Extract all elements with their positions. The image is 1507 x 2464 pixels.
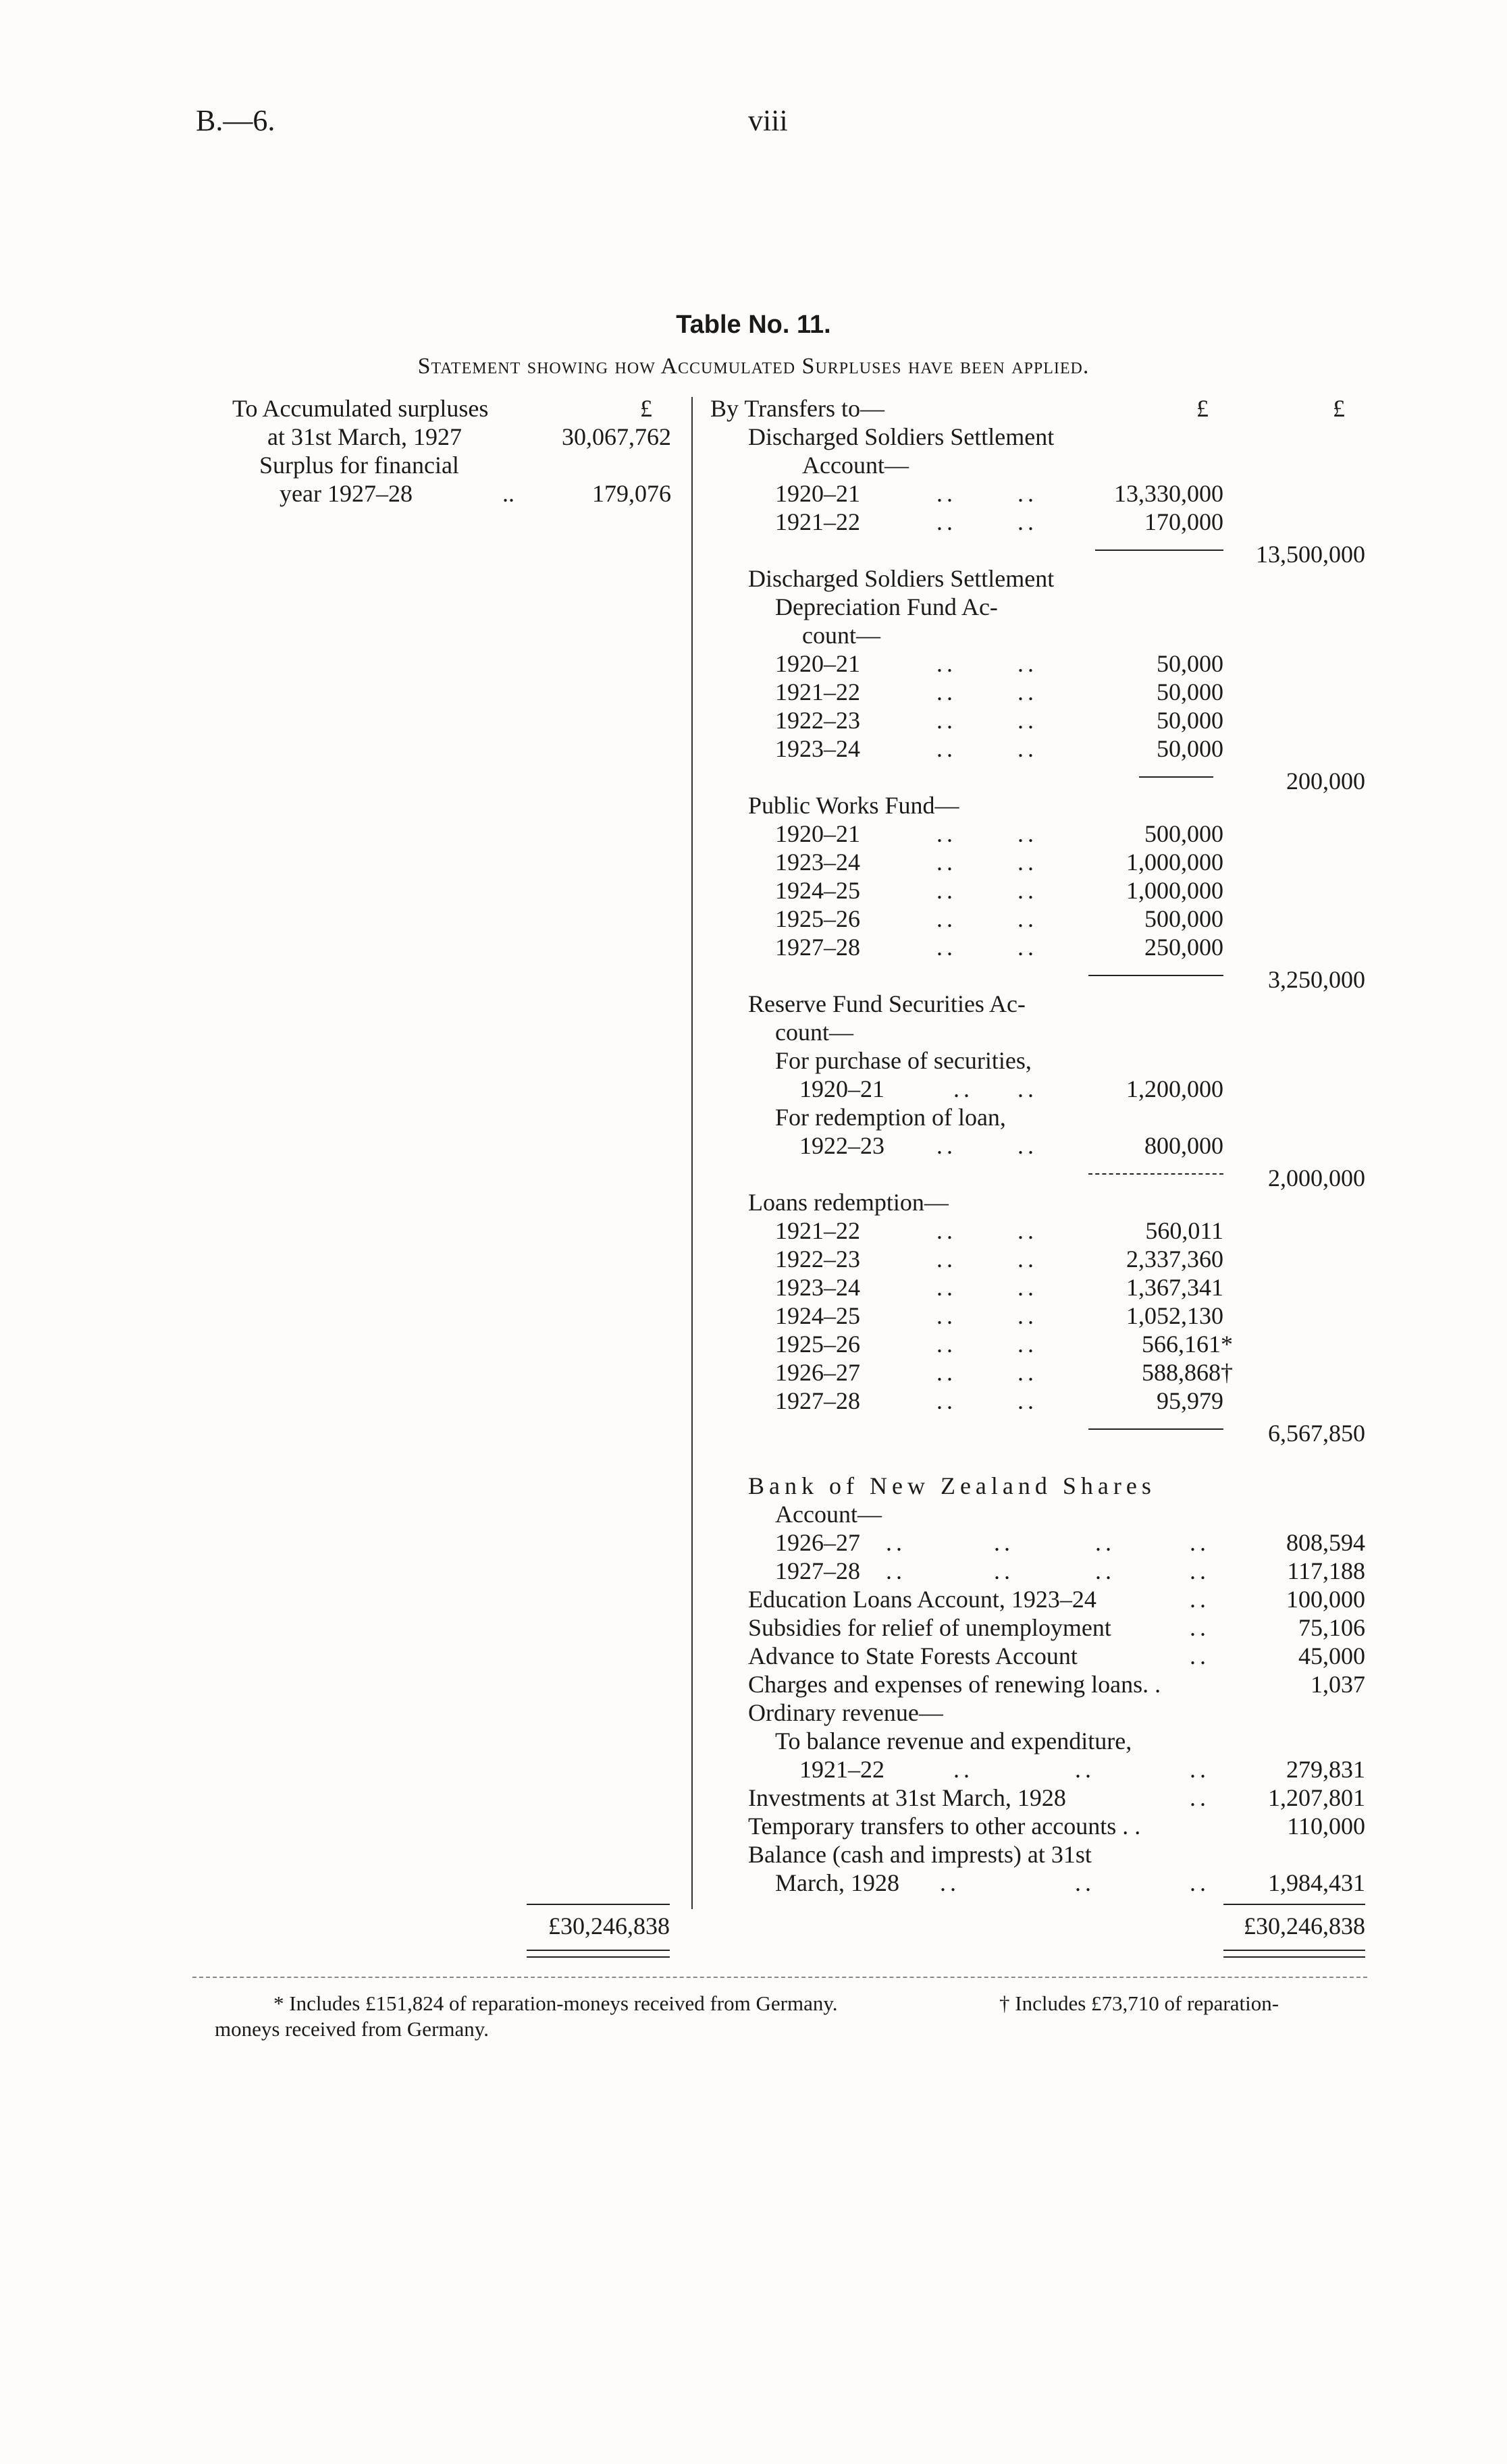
r-pwf-total (710, 961, 1365, 993)
r-lr-4: 1925–26 .. .. 566,161* (775, 1331, 1233, 1358)
r-pwf-4: 1927–28 .. .. 250,000 (775, 934, 1223, 961)
edu-label: Education Loans Account, 1923–24 (748, 1586, 1096, 1613)
dss-total: 13,500,000 (1256, 541, 1365, 568)
subsidies-label: Subsidies for relief of unemployment (748, 1614, 1111, 1641)
r-sub: Subsidies for relief of unemployment .. 75,106 (748, 1614, 1365, 1641)
r-dss-total (710, 536, 1365, 568)
r-rfs-redemption2: 1922–23 .. .. 800,000 (799, 1132, 1223, 1159)
pwf-value: 1,000,000 (1126, 849, 1223, 876)
currency-col2: £ (1333, 395, 1345, 422)
right-total: £30,246,838 (1244, 1912, 1365, 1939)
lr-value: 588,868† (1142, 1359, 1233, 1386)
dss-value: 170,000 (1144, 508, 1223, 535)
r-rfs-redemption1 (710, 1103, 1365, 1131)
page-number: viii (748, 104, 788, 137)
r-bal1 (710, 1840, 1365, 1869)
footnote-dagger-cont: moneys received from Germany. (215, 2017, 489, 2041)
table-subtitle: Statement showing how Accumulated Surpluses have been applied. (417, 354, 1090, 379)
r-ord-title (710, 1698, 1365, 1727)
left-value2: 179,076 (592, 480, 671, 507)
r-dss-title2 (710, 451, 1365, 479)
dss-year: 1920–21 (775, 480, 860, 507)
r-lr-total (710, 1415, 1365, 1447)
rfs-title1: Reserve Fund Securities Ac- (748, 990, 1026, 1017)
lr-year: 1923–24 (775, 1274, 860, 1301)
rfs-purchase-value: 1,200,000 (1126, 1075, 1223, 1102)
footnote-star: * Includes £151,824 of reparation-moneys received from Germany. (273, 1991, 838, 2015)
left-row-1 (232, 394, 671, 423)
charges-value: 1,037 (1311, 1671, 1365, 1698)
r-pwf-3: 1925–26 .. .. 500,000 (775, 905, 1223, 932)
lr-value: 1,052,130 (1126, 1302, 1223, 1329)
ordinary-year: 1921–22 (799, 1756, 884, 1783)
r-dsd-0: 1920–21 .. .. 50,000 (775, 650, 1223, 677)
r-dsd-2: 1922–23 .. .. 50,000 (775, 707, 1223, 734)
r-inv: Investments at 31st March, 1928 .. 1,207,801 (748, 1784, 1365, 1811)
pwf-subtotal-rule (1088, 975, 1223, 976)
pwf-year: 1925–26 (775, 905, 860, 932)
r-lr-1: 1922–23 .. .. 2,337,360 (775, 1246, 1223, 1273)
pwf-value: 1,000,000 (1126, 877, 1223, 904)
r-dss-title1 (710, 423, 1365, 451)
dss-subtotal-rule (1095, 550, 1223, 551)
r-bnz-1: 1927–28 .. .. .. .. 117,188 (775, 1557, 1365, 1584)
r-lr-title (710, 1188, 1365, 1216)
lr-title: Loans redemption— (748, 1189, 949, 1216)
dsd-year: 1923–24 (775, 735, 860, 762)
r-ord-year: 1921–22 .. .. .. 279,831 (799, 1756, 1365, 1783)
footnote-separator (192, 1977, 1367, 1978)
pwf-year: 1920–21 (775, 820, 860, 847)
r-lr-3: 1924–25 .. .. 1,052,130 (775, 1302, 1223, 1329)
r-bnz-0: 1926–27 .. .. .. .. 808,594 (775, 1529, 1365, 1556)
footnote-dagger: † Includes £73,710 of reparation- (999, 1991, 1279, 2015)
dsd-value: 50,000 (1157, 735, 1223, 762)
pwf-total: 3,250,000 (1268, 966, 1365, 993)
pwf-value: 500,000 (1144, 820, 1223, 847)
left-line1: To Accumulated surpluses (232, 395, 489, 422)
dsd-subtotal-rule (1139, 776, 1213, 778)
r-rfs-title1 (710, 990, 1365, 1018)
r-lr-5: 1926–27 .. .. 588,868† (775, 1359, 1233, 1386)
pwf-year: 1924–25 (775, 877, 860, 904)
advance-label: Advance to State Forests Account (748, 1642, 1078, 1669)
r-chg (710, 1670, 1365, 1698)
dsd-total: 200,000 (1286, 768, 1365, 795)
pwf-value: 250,000 (1144, 934, 1223, 961)
dsd-year: 1922–23 (775, 707, 860, 734)
r-dsd-title3 (710, 621, 1365, 649)
by-transfers-label: By Transfers to— (710, 395, 885, 422)
r-rfs-purchase1 (710, 1046, 1365, 1075)
r-dsd-3: 1923–24 .. .. 50,000 (775, 735, 1223, 762)
dsd-value: 50,000 (1157, 678, 1223, 705)
r-pwf-0: 1920–21 .. .. 500,000 (775, 820, 1223, 847)
right-total-rule-1 (1223, 1950, 1365, 1951)
rfs-redemption-label: For redemption of loan, (775, 1104, 1006, 1131)
column-divider (691, 397, 693, 1909)
lr-value: 1,367,341 (1126, 1274, 1223, 1301)
r-dsd-title1 (710, 564, 1365, 593)
rfs-subtotal-rule (1088, 1173, 1223, 1175)
r-lr-0: 1921–22 .. .. 560,011 (775, 1217, 1223, 1244)
r-edu: Education Loans Account, 1923–24 .. 100,000 (748, 1586, 1365, 1613)
r-bal2: March, 1928 .. .. .. 1,984,431 (775, 1869, 1365, 1896)
lr-value: 560,011 (1145, 1217, 1223, 1244)
temporary-value: 110,000 (1287, 1813, 1365, 1840)
rfs-redemption-value: 800,000 (1144, 1132, 1223, 1159)
left-total-rule-2 (527, 1956, 670, 1958)
lr-year: 1926–27 (775, 1359, 860, 1386)
dss-value: 13,330,000 (1114, 480, 1223, 507)
dsd-year: 1920–21 (775, 650, 860, 677)
r-pwf-2: 1924–25 .. .. 1,000,000 (775, 877, 1223, 904)
spacer (710, 1443, 1365, 1472)
investments-value: 1,207,801 (1268, 1784, 1365, 1811)
left-line3: Surplus for financial (259, 452, 459, 479)
r-rfs-total (710, 1160, 1365, 1191)
r-adv: Advance to State Forests Account .. 45,000 (748, 1642, 1365, 1669)
lr-year: 1921–22 (775, 1217, 860, 1244)
r-by-transfers (710, 394, 1365, 423)
bnz-value: 117,188 (1287, 1557, 1365, 1584)
lr-year: 1925–26 (775, 1331, 860, 1358)
table-title: Table No. 11. (676, 311, 831, 339)
r-ord-line1 (710, 1727, 1365, 1755)
bnz-year: 1927–28 (775, 1557, 860, 1584)
dsd-value: 50,000 (1157, 650, 1223, 677)
lr-value: 95,979 (1157, 1387, 1223, 1414)
pwf-year: 1923–24 (775, 849, 860, 876)
left-row-4 (232, 479, 671, 508)
r-lr-2: 1923–24 .. .. 1,367,341 (775, 1274, 1223, 1301)
rfs-redemption-year: 1922–23 (799, 1132, 884, 1159)
currency-col1: £ (1196, 395, 1209, 422)
bnz-title1: Bank of New Zealand Shares (748, 1472, 1156, 1499)
lr-subtotal-rule (1088, 1428, 1223, 1430)
rfs-total: 2,000,000 (1268, 1164, 1365, 1191)
left-line4: year 1927–28 (280, 480, 413, 507)
ordinary-title: Ordinary revenue— (748, 1699, 943, 1726)
r-dsd-title2 (710, 593, 1365, 621)
charges-label: Charges and expenses of renewing loans. . (748, 1671, 1161, 1698)
temporary-label: Temporary transfers to other accounts . . (748, 1813, 1141, 1840)
right-total-rule-2 (1223, 1956, 1365, 1958)
pwf-year: 1927–28 (775, 934, 860, 961)
left-line2: at 31st March, 1927 (267, 423, 462, 450)
dss-title1: Discharged Soldiers Settlement (748, 423, 1055, 450)
left-dots4: .. (502, 480, 514, 507)
dss-title2: Account— (802, 452, 909, 479)
investments-label: Investments at 31st March, 1928 (748, 1784, 1066, 1811)
lr-year: 1924–25 (775, 1302, 860, 1329)
r-dsd-1: 1921–22 .. .. 50,000 (775, 678, 1223, 705)
bnz-title2: Account— (775, 1501, 882, 1528)
rfs-purchase-year: 1920–21 (799, 1075, 884, 1102)
balance-line2: March, 1928 (775, 1869, 899, 1896)
pwf-value: 500,000 (1144, 905, 1223, 932)
r-rfs-title2 (710, 1018, 1365, 1046)
lr-year: 1922–23 (775, 1246, 860, 1273)
lr-year: 1927–28 (775, 1387, 860, 1414)
r-lr-6: 1927–28 .. .. 95,979 (775, 1387, 1223, 1414)
lr-total: 6,567,850 (1268, 1420, 1365, 1447)
r-bnz-title2 (710, 1500, 1365, 1528)
advance-value: 45,000 (1298, 1642, 1365, 1669)
r-pwf-1: 1923–24 .. .. 1,000,000 (775, 849, 1223, 876)
ordinary-value: 279,831 (1286, 1756, 1365, 1783)
left-total-rule-top (527, 1904, 670, 1905)
r-dsd-total (710, 763, 1365, 795)
dsd-title3: count— (802, 622, 880, 649)
rfs-title2: count— (775, 1019, 853, 1046)
dsd-value: 50,000 (1157, 707, 1223, 734)
r-dss-1: 1921–22 .. .. 170,000 (775, 508, 1223, 535)
r-pwf-title (710, 791, 1365, 820)
rfs-purchase-label: For purchase of securities, (775, 1047, 1032, 1074)
receipts-column (232, 394, 671, 508)
edu-value: 100,000 (1286, 1586, 1365, 1613)
ordinary-line1: To balance revenue and expenditure, (775, 1728, 1132, 1755)
subsidies-value: 75,106 (1298, 1614, 1365, 1641)
left-currency: £ (640, 395, 652, 422)
lr-value: 2,337,360 (1126, 1246, 1223, 1273)
left-row-3 (232, 451, 671, 479)
left-total: £30,246,838 (548, 1912, 670, 1939)
dss-year: 1921–22 (775, 508, 860, 535)
r-tmp (710, 1812, 1365, 1840)
r-dss-0: 1920–21 .. .. 13,330,000 (775, 480, 1223, 507)
dsd-title2: Depreciation Fund Ac- (775, 593, 998, 620)
pwf-title: Public Works Fund— (748, 792, 959, 819)
left-value1: 30,067,762 (562, 423, 671, 450)
left-total-rule-1 (527, 1950, 670, 1951)
r-rfs-purchase2: 1920–21 .. .. 1,200,000 (799, 1075, 1223, 1102)
left-row-2 (232, 423, 671, 451)
dsd-title1: Discharged Soldiers Settlement (748, 565, 1055, 592)
lr-value: 566,161* (1142, 1331, 1233, 1358)
right-total-rule-top (1223, 1904, 1365, 1905)
r-bnz-title1 (710, 1472, 1365, 1500)
bnz-value: 808,594 (1286, 1529, 1365, 1556)
bnz-year: 1926–27 (775, 1529, 860, 1556)
dsd-year: 1921–22 (775, 678, 860, 705)
balance-value: 1,984,431 (1268, 1869, 1365, 1896)
balance-line1: Balance (cash and imprests) at 31st (748, 1841, 1092, 1868)
page-ref: B.—6. (196, 104, 275, 137)
applications-column (710, 394, 1365, 1897)
